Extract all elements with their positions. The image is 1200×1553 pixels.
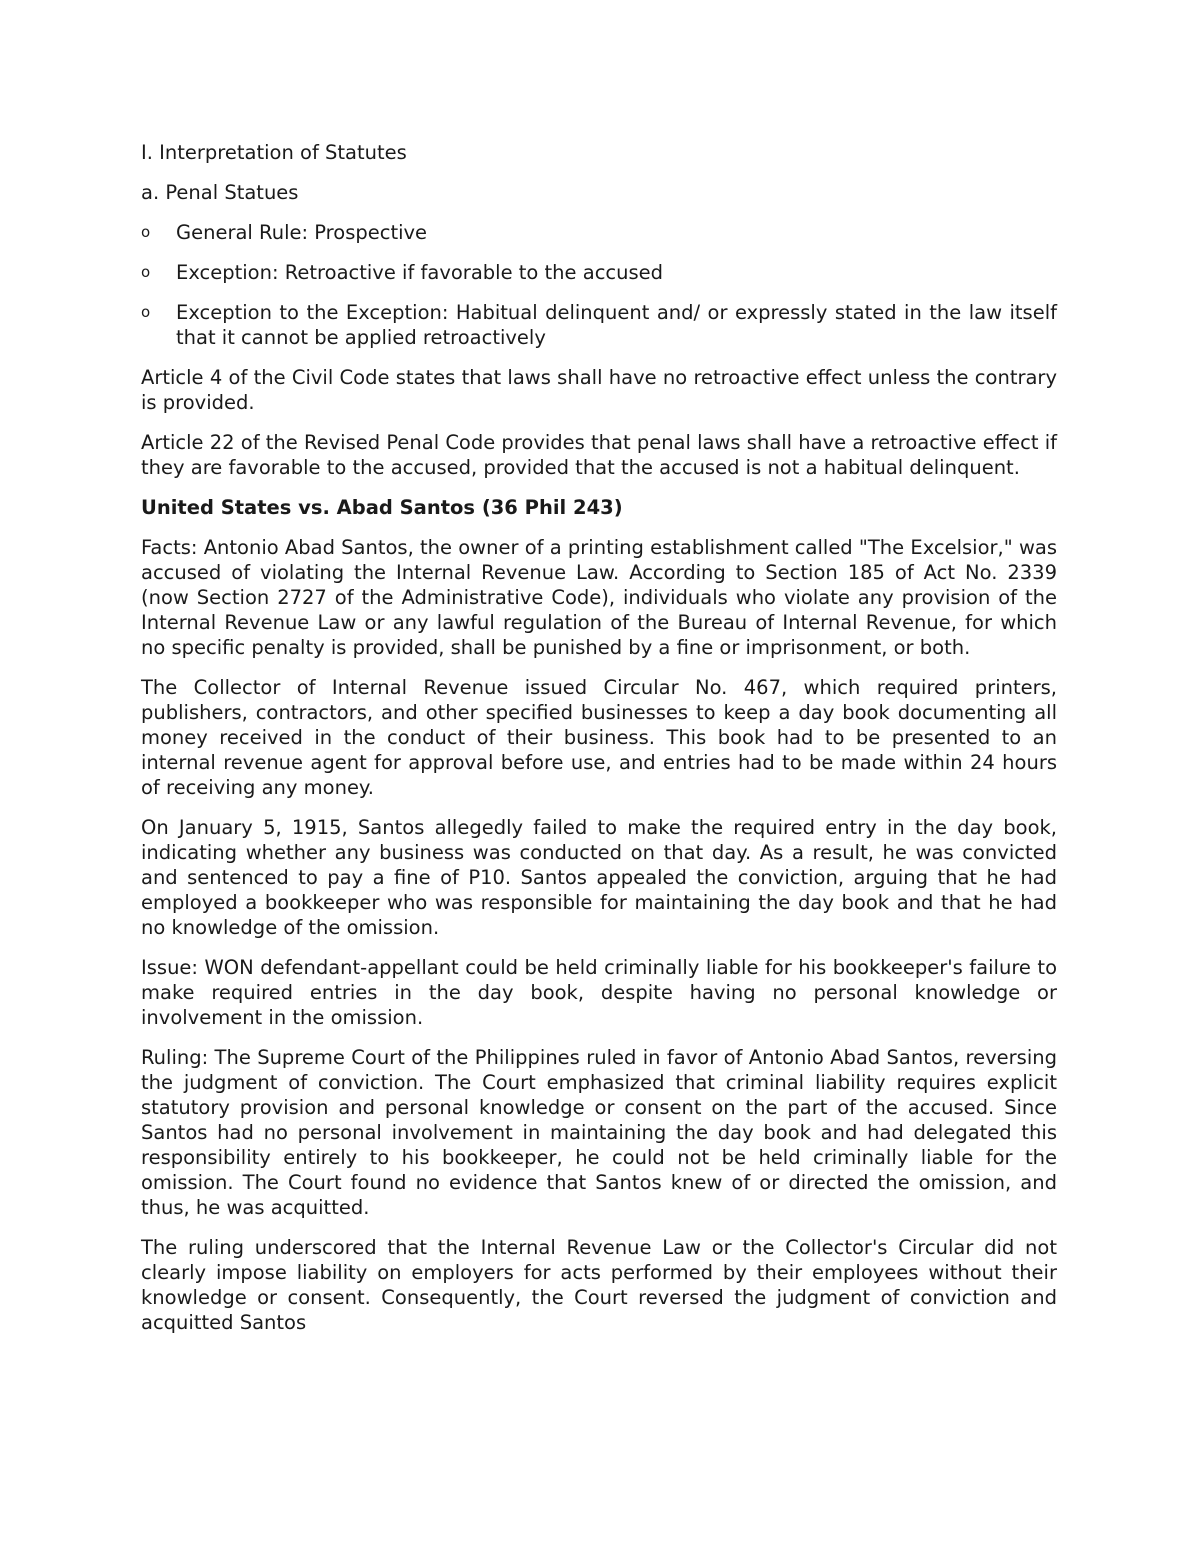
list-item-text: Exception to the Exception: Habitual delinquent and/ or expressly stated in the law itself that it cannot be applied retroactively: [176, 301, 1057, 349]
rule-list: [141, 220, 1057, 350]
list-item: [141, 300, 1057, 350]
article-4-paragraph: Article 4 of the Civil Code states that laws shall have no retroactive effect unless the contrary is provided.: [141, 366, 1057, 414]
facts-paragraph: Facts: Antonio Abad Santos, the owner of a printing establishment called "The Excelsior," was accused of violating the Internal Revenue Law. According to Section 185 of Act No. 2339 (now Section 2727 of the Administrative Code), individuals who violate any provision of the Internal Revenue Law or any lawful regulation of the Bureau of Internal Revenue, for which no specific penalty is provided, shall be punished by a fine or imprisonment, or both.: [141, 536, 1057, 659]
bullet-marker: o: [141, 303, 151, 321]
document-page: [141, 140, 1057, 1350]
subsection-heading: a. Penal Statues: [141, 181, 299, 204]
issue-paragraph: Issue: WON defendant-appellant could be held criminally liable for his bookkeeper's failure to make required entries in the day book, despite having no personal knowledge or involvement in the omission.: [141, 956, 1057, 1029]
bullet-marker: o: [141, 263, 151, 281]
circular-paragraph: The Collector of Internal Revenue issued Circular No. 467, which required printers, publishers, contractors, and other specified businesses to keep a day book documenting all money received in the conduct of their business. This book had to be presented to an internal revenue agent for approval before use, and entries had to be made within 24 hours of receiving any money.: [141, 676, 1057, 799]
section-heading: I. Interpretation of Statutes: [141, 141, 407, 164]
article-22-paragraph: Article 22 of the Revised Penal Code provides that penal laws shall have a retroactive effect if they are favorable to the accused, provided that the accused is not a habitual delinquent.: [141, 431, 1057, 479]
incident-paragraph: On January 5, 1915, Santos allegedly failed to make the required entry in the day book, indicating whether any business was conducted on that day. As a result, he was convicted and sentenced to pay a fine of P10. Santos appealed the conviction, arguing that he had employed a bookkeeper who was responsible for maintaining the day book and that he had no knowledge of the omission.: [141, 816, 1057, 939]
list-item-text: General Rule: Prospective: [176, 221, 428, 244]
list-item: [141, 260, 1057, 285]
case-title: United States vs. Abad Santos (36 Phil 243): [141, 496, 623, 519]
list-item: [141, 220, 1057, 245]
list-item-text: Exception: Retroactive if favorable to the accused: [176, 261, 664, 284]
ruling-paragraph: Ruling: The Supreme Court of the Philippines ruled in favor of Antonio Abad Santos, reversing the judgment of conviction. The Court emphasized that criminal liability requires explicit statutory provision and personal knowledge or consent on the part of the accused. Since Santos had no personal involvement in maintaining the day book and had delegated this responsibility entirely to his bookkeeper, he could not be held criminally liable for the omission. The Court found no evidence that Santos knew of or directed the omission, and thus, he was acquitted.: [141, 1046, 1057, 1219]
conclusion-paragraph: The ruling underscored that the Internal Revenue Law or the Collector's Circular did not clearly impose liability on employers for acts performed by their employees without their knowledge or consent. Consequently, the Court reversed the judgment of conviction and acquitted Santos: [141, 1236, 1057, 1334]
bullet-marker: o: [141, 223, 151, 241]
